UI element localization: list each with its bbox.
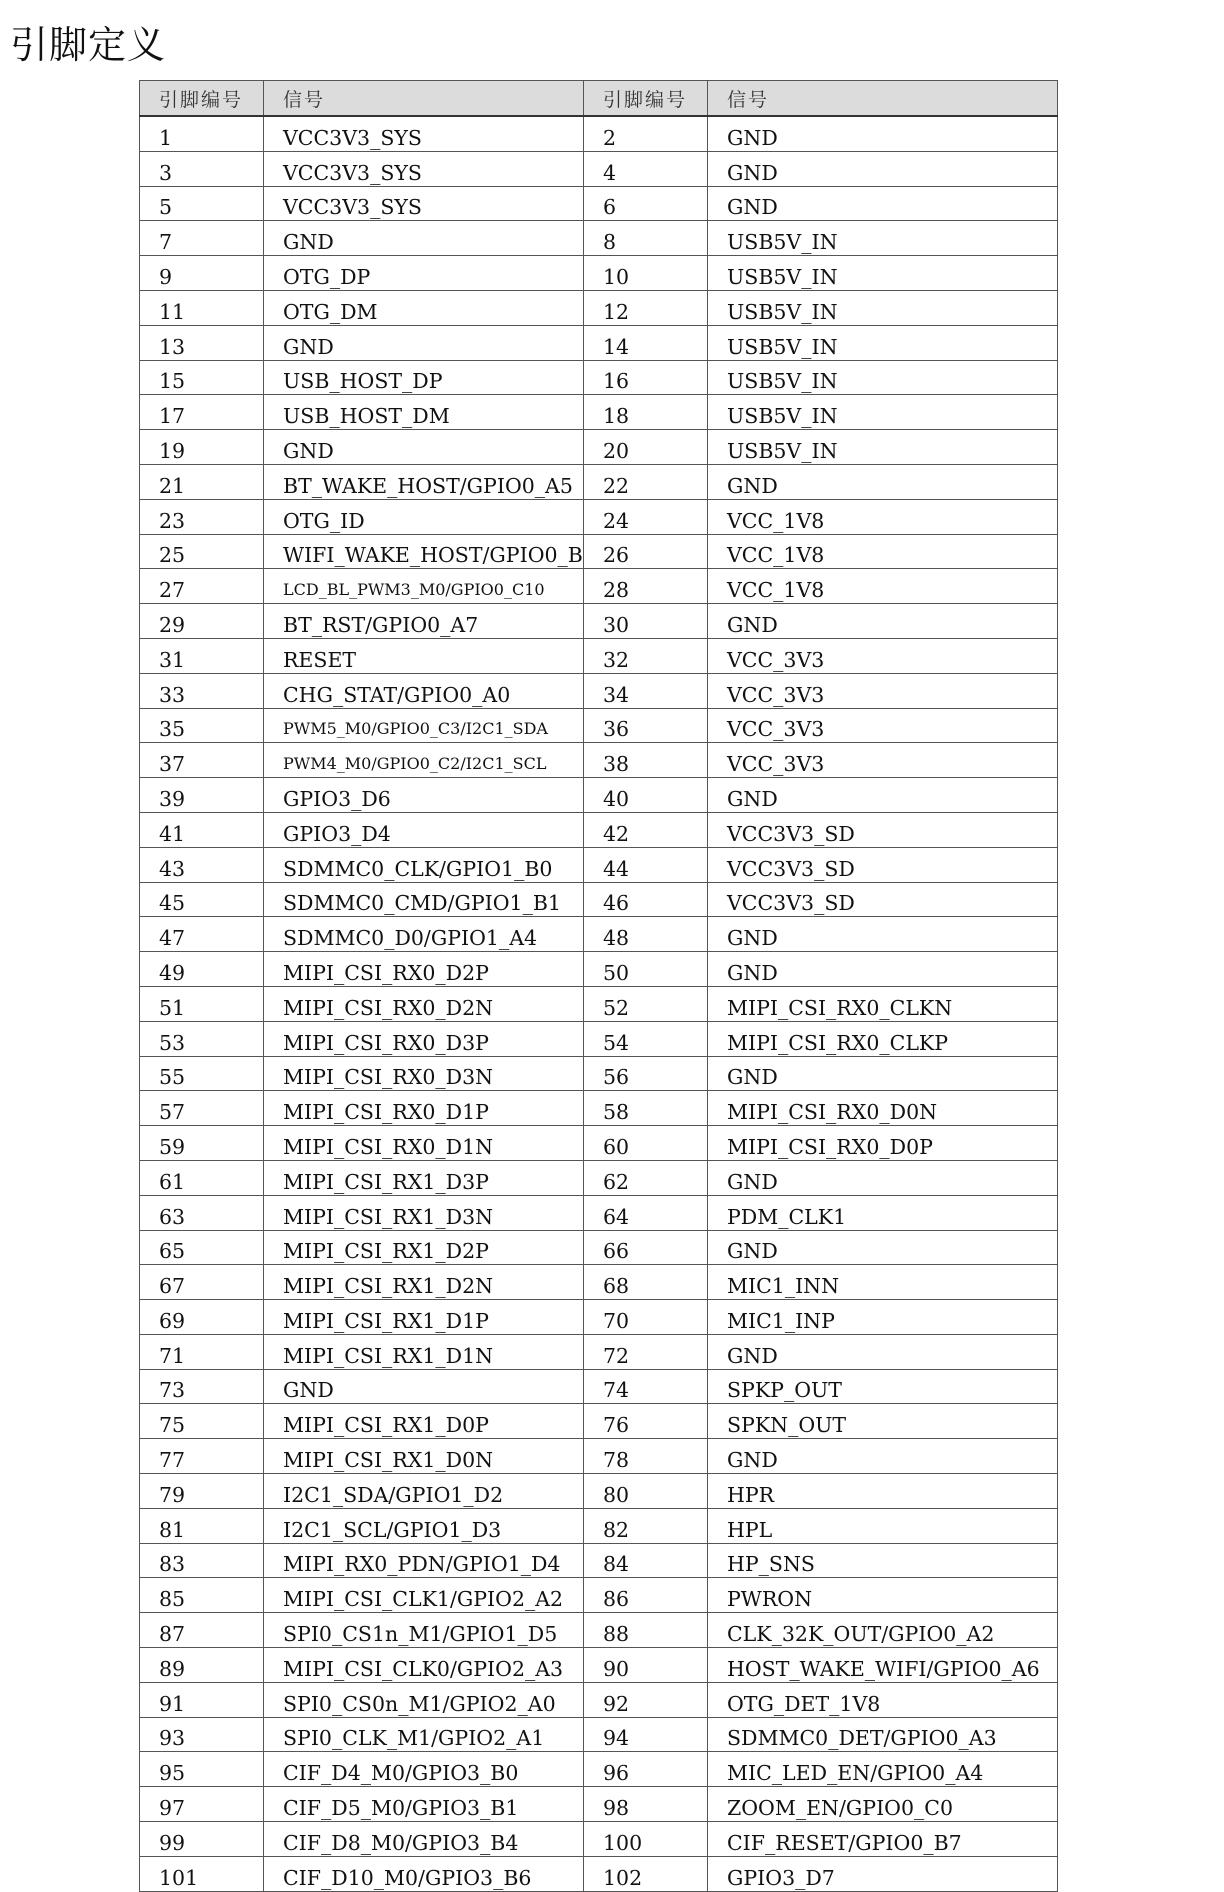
pin-number-cell: 38 [584,743,708,778]
pin-number-cell: 18 [584,395,708,430]
pin-number-cell: 47 [140,917,264,952]
pin-number-cell: 85 [140,1578,264,1613]
signal-cell: USB5V_IN [708,395,1058,430]
signal-cell: HPL [708,1508,1058,1543]
table-row [140,673,1058,708]
pin-number-cell: 8 [584,221,708,256]
table-row [140,1717,1058,1752]
pin-number-cell: 3 [140,151,264,186]
signal-cell: MIPI_CSI_RX0_D2P [264,952,584,987]
table-row [140,430,1058,465]
table-row [140,1648,1058,1683]
signal-cell: CIF_RESET/GPIO0_B7 [708,1822,1058,1857]
signal-cell: VCC_3V3 [708,638,1058,673]
signal-cell: MIPI_CSI_RX1_D0P [264,1404,584,1439]
signal-cell: VCC_1V8 [708,534,1058,569]
signal-cell: ZOOM_EN/GPIO0_C0 [708,1787,1058,1822]
signal-cell: MIPI_CSI_RX0_D3N [264,1056,584,1091]
pin-number-cell: 89 [140,1648,264,1683]
pin-number-cell: 34 [584,673,708,708]
pin-number-cell: 35 [140,708,264,743]
pin-number-cell: 66 [584,1230,708,1265]
signal-cell: I2C1_SCL/GPIO1_D3 [264,1508,584,1543]
pin-number-cell: 65 [140,1230,264,1265]
signal-cell: GND [708,604,1058,639]
signal-cell: MIPI_RX0_PDN/GPIO1_D4 [264,1543,584,1578]
table-row [140,1543,1058,1578]
signal-cell: MIC1_INP [708,1300,1058,1335]
signal-cell: MIPI_CSI_RX0_D1N [264,1126,584,1161]
signal-cell: MIC1_INN [708,1265,1058,1300]
signal-cell: MIPI_CSI_RX1_D0N [264,1439,584,1474]
pin-number-cell: 69 [140,1300,264,1335]
pin-number-cell: 20 [584,430,708,465]
pin-number-cell: 28 [584,569,708,604]
signal-cell: BT_WAKE_HOST/GPIO0_A5 [264,464,584,499]
header-pin-number-left: 引脚编号 [140,81,264,117]
table-row [140,116,1058,151]
pin-number-cell: 98 [584,1787,708,1822]
table-row [140,186,1058,221]
pin-number-cell: 44 [584,847,708,882]
pin-number-cell: 40 [584,778,708,813]
signal-cell: MIPI_CSI_RX0_D1P [264,1091,584,1126]
signal-cell: HOST_WAKE_WIFI/GPIO0_A6 [708,1648,1058,1683]
signal-cell: CHG_STAT/GPIO0_A0 [264,673,584,708]
table-row [140,1822,1058,1857]
signal-cell: SPKN_OUT [708,1404,1058,1439]
table-row [140,221,1058,256]
table-header-row [140,81,1058,117]
pin-number-cell: 31 [140,638,264,673]
table-row [140,1856,1058,1891]
signal-cell: VCC_1V8 [708,499,1058,534]
table-row [140,638,1058,673]
pin-number-cell: 68 [584,1265,708,1300]
signal-cell: SPI0_CS1n_M1/GPIO1_D5 [264,1613,584,1648]
table-row [140,360,1058,395]
signal-cell: I2C1_SDA/GPIO1_D2 [264,1474,584,1509]
pin-number-cell: 100 [584,1822,708,1857]
pin-number-cell: 22 [584,464,708,499]
pin-number-cell: 21 [140,464,264,499]
signal-cell: LCD_BL_PWM3_M0/GPIO0_C10 [264,569,584,604]
signal-cell: MIPI_CSI_RX1_D2N [264,1265,584,1300]
pin-number-cell: 86 [584,1578,708,1613]
signal-cell: GND [264,221,584,256]
pin-number-cell: 71 [140,1334,264,1369]
signal-cell: MIPI_CSI_RX0_D2N [264,986,584,1021]
signal-cell: CIF_D4_M0/GPIO3_B0 [264,1752,584,1787]
pin-number-cell: 58 [584,1091,708,1126]
signal-cell: GND [708,464,1058,499]
signal-cell: PWM5_M0/GPIO0_C3/I2C1_SDA [264,708,584,743]
table-row [140,290,1058,325]
table-row [140,952,1058,987]
pin-number-cell: 74 [584,1369,708,1404]
pin-number-cell: 45 [140,882,264,917]
signal-cell: MIPI_CSI_CLK1/GPIO2_A2 [264,1578,584,1613]
pin-number-cell: 80 [584,1474,708,1509]
signal-cell: VCC_3V3 [708,708,1058,743]
pin-number-cell: 62 [584,1160,708,1195]
pin-number-cell: 24 [584,499,708,534]
pin-number-cell: 23 [140,499,264,534]
pin-number-cell: 99 [140,1822,264,1857]
pin-number-cell: 51 [140,986,264,1021]
signal-cell: RESET [264,638,584,673]
signal-cell: GND [708,952,1058,987]
pin-number-cell: 63 [140,1195,264,1230]
signal-cell: MIPI_CSI_RX0_D0P [708,1126,1058,1161]
table-row [140,1508,1058,1543]
pin-number-cell: 76 [584,1404,708,1439]
signal-cell: GND [708,1160,1058,1195]
table-row [140,1578,1058,1613]
pin-number-cell: 90 [584,1648,708,1683]
pin-number-cell: 102 [584,1856,708,1891]
table-row [140,464,1058,499]
pin-number-cell: 70 [584,1300,708,1335]
table-row [140,882,1058,917]
table-row [140,1091,1058,1126]
pin-number-cell: 79 [140,1474,264,1509]
pin-number-cell: 75 [140,1404,264,1439]
signal-cell: GND [708,1230,1058,1265]
table-row [140,1195,1058,1230]
signal-cell: GPIO3_D6 [264,778,584,813]
pin-number-cell: 50 [584,952,708,987]
signal-cell: HPR [708,1474,1058,1509]
pin-number-cell: 59 [140,1126,264,1161]
signal-cell: VCC3V3_SYS [264,116,584,151]
pin-number-cell: 41 [140,812,264,847]
signal-cell: USB_HOST_DM [264,395,584,430]
table-row [140,151,1058,186]
signal-cell: HP_SNS [708,1543,1058,1578]
signal-cell: USB5V_IN [708,290,1058,325]
signal-cell: GND [708,1334,1058,1369]
table-row [140,1369,1058,1404]
pin-number-cell: 93 [140,1717,264,1752]
table-row [140,778,1058,813]
signal-cell: VCC3V3_SD [708,812,1058,847]
pin-number-cell: 101 [140,1856,264,1891]
signal-cell: GND [708,116,1058,151]
signal-cell: SDMMC0_CMD/GPIO1_B1 [264,882,584,917]
pin-number-cell: 2 [584,116,708,151]
signal-cell: GND [708,186,1058,221]
table-row [140,256,1058,291]
pin-number-cell: 91 [140,1682,264,1717]
signal-cell: USB5V_IN [708,221,1058,256]
signal-cell: MIPI_CSI_RX1_D1N [264,1334,584,1369]
pin-number-cell: 33 [140,673,264,708]
table-row [140,986,1058,1021]
pin-number-cell: 48 [584,917,708,952]
pin-number-cell: 37 [140,743,264,778]
signal-cell: USB5V_IN [708,430,1058,465]
pin-number-cell: 54 [584,1021,708,1056]
signal-cell: SDMMC0_DET/GPIO0_A3 [708,1717,1058,1752]
pin-number-cell: 64 [584,1195,708,1230]
pin-number-cell: 95 [140,1752,264,1787]
signal-cell: GND [708,151,1058,186]
signal-cell: GND [264,430,584,465]
table-row [140,499,1058,534]
pin-number-cell: 16 [584,360,708,395]
pin-table-body [140,116,1058,1891]
pin-number-cell: 82 [584,1508,708,1543]
signal-cell: PWRON [708,1578,1058,1613]
signal-cell: MIPI_CSI_RX0_D3P [264,1021,584,1056]
signal-cell: CIF_D8_M0/GPIO3_B4 [264,1822,584,1857]
pin-number-cell: 14 [584,325,708,360]
signal-cell: CLK_32K_OUT/GPIO0_A2 [708,1613,1058,1648]
pin-number-cell: 29 [140,604,264,639]
table-row [140,1265,1058,1300]
pin-number-cell: 92 [584,1682,708,1717]
pin-number-cell: 55 [140,1056,264,1091]
signal-cell: VCC3V3_SYS [264,186,584,221]
pin-number-cell: 73 [140,1369,264,1404]
signal-cell: VCC3V3_SD [708,882,1058,917]
pin-number-cell: 17 [140,395,264,430]
signal-cell: MIPI_CSI_CLK0/GPIO2_A3 [264,1648,584,1683]
signal-cell: GPIO3_D7 [708,1856,1058,1891]
pin-number-cell: 67 [140,1265,264,1300]
signal-cell: SDMMC0_CLK/GPIO1_B0 [264,847,584,882]
table-row [140,812,1058,847]
signal-cell: OTG_DP [264,256,584,291]
pin-number-cell: 56 [584,1056,708,1091]
pin-number-cell: 46 [584,882,708,917]
pin-number-cell: 83 [140,1543,264,1578]
pin-number-cell: 6 [584,186,708,221]
pin-number-cell: 49 [140,952,264,987]
table-row [140,708,1058,743]
pin-number-cell: 12 [584,290,708,325]
table-row [140,1787,1058,1822]
signal-cell: GND [708,1439,1058,1474]
pin-number-cell: 9 [140,256,264,291]
signal-cell: CIF_D10_M0/GPIO3_B6 [264,1856,584,1891]
pin-number-cell: 4 [584,151,708,186]
signal-cell: SPKP_OUT [708,1369,1058,1404]
table-row [140,1126,1058,1161]
signal-cell: USB5V_IN [708,360,1058,395]
signal-cell: WIFI_WAKE_HOST/GPIO0_B [264,534,584,569]
pin-number-cell: 27 [140,569,264,604]
table-row [140,1300,1058,1335]
pin-number-cell: 11 [140,290,264,325]
signal-cell: GPIO3_D4 [264,812,584,847]
page-title: 引脚定义 [10,23,167,67]
table-row [140,1474,1058,1509]
table-row [140,325,1058,360]
pin-number-cell: 32 [584,638,708,673]
pin-number-cell: 61 [140,1160,264,1195]
pin-number-cell: 1 [140,116,264,151]
signal-cell: GND [708,917,1058,952]
pin-number-cell: 77 [140,1439,264,1474]
pin-number-cell: 94 [584,1717,708,1752]
signal-cell: MIPI_CSI_RX0_D0N [708,1091,1058,1126]
signal-cell: GND [264,325,584,360]
table-row [140,1160,1058,1195]
signal-cell: VCC_1V8 [708,569,1058,604]
signal-cell: OTG_DM [264,290,584,325]
signal-cell: MIPI_CSI_RX0_CLKP [708,1021,1058,1056]
signal-cell: USB5V_IN [708,325,1058,360]
pin-number-cell: 15 [140,360,264,395]
pin-number-cell: 88 [584,1613,708,1648]
signal-cell: CIF_D5_M0/GPIO3_B1 [264,1787,584,1822]
signal-cell: BT_RST/GPIO0_A7 [264,604,584,639]
header-signal-right: 信号 [708,81,1058,117]
pin-number-cell: 39 [140,778,264,813]
table-row [140,1613,1058,1648]
pin-number-cell: 25 [140,534,264,569]
table-row [140,569,1058,604]
table-row [140,1439,1058,1474]
pin-number-cell: 5 [140,186,264,221]
signal-cell: VCC3V3_SD [708,847,1058,882]
table-row [140,1334,1058,1369]
signal-cell: OTG_DET_1V8 [708,1682,1058,1717]
signal-cell: MIC_LED_EN/GPIO0_A4 [708,1752,1058,1787]
signal-cell: MIPI_CSI_RX1_D3N [264,1195,584,1230]
pin-number-cell: 13 [140,325,264,360]
pin-number-cell: 84 [584,1543,708,1578]
signal-cell: PWM4_M0/GPIO0_C2/I2C1_SCL [264,743,584,778]
signal-cell: USB5V_IN [708,256,1058,291]
header-pin-number-right: 引脚编号 [584,81,708,117]
pin-number-cell: 36 [584,708,708,743]
signal-cell: VCC3V3_SYS [264,151,584,186]
table-row [140,534,1058,569]
table-row [140,847,1058,882]
table-row [140,1404,1058,1439]
pin-number-cell: 43 [140,847,264,882]
signal-cell: VCC_3V3 [708,673,1058,708]
signal-cell: GND [708,778,1058,813]
pin-number-cell: 96 [584,1752,708,1787]
table-row [140,1056,1058,1091]
signal-cell: MIPI_CSI_RX0_CLKN [708,986,1058,1021]
pin-number-cell: 52 [584,986,708,1021]
signal-cell: MIPI_CSI_RX1_D2P [264,1230,584,1265]
signal-cell: USB_HOST_DP [264,360,584,395]
pin-number-cell: 26 [584,534,708,569]
pin-number-cell: 30 [584,604,708,639]
table-row [140,395,1058,430]
pin-number-cell: 57 [140,1091,264,1126]
signal-cell: MIPI_CSI_RX1_D1P [264,1300,584,1335]
signal-cell: OTG_ID [264,499,584,534]
pin-number-cell: 87 [140,1613,264,1648]
signal-cell: SDMMC0_D0/GPIO1_A4 [264,917,584,952]
pin-number-cell: 53 [140,1021,264,1056]
table-row [140,1752,1058,1787]
pin-number-cell: 60 [584,1126,708,1161]
pin-number-cell: 81 [140,1508,264,1543]
pin-number-cell: 72 [584,1334,708,1369]
pin-definition-table [139,80,1058,1892]
table-row [140,1021,1058,1056]
signal-cell: SPI0_CS0n_M1/GPIO2_A0 [264,1682,584,1717]
pin-number-cell: 78 [584,1439,708,1474]
table-row [140,604,1058,639]
signal-cell: GND [708,1056,1058,1091]
pin-number-cell: 97 [140,1787,264,1822]
table-row [140,917,1058,952]
signal-cell: GND [264,1369,584,1404]
pin-number-cell: 10 [584,256,708,291]
table-row [140,1230,1058,1265]
signal-cell: SPI0_CLK_M1/GPIO2_A1 [264,1717,584,1752]
table-row [140,743,1058,778]
pin-number-cell: 7 [140,221,264,256]
table-row [140,1682,1058,1717]
header-signal-left: 信号 [264,81,584,117]
signal-cell: VCC_3V3 [708,743,1058,778]
pin-number-cell: 19 [140,430,264,465]
signal-cell: MIPI_CSI_RX1_D3P [264,1160,584,1195]
signal-cell: PDM_CLK1 [708,1195,1058,1230]
pin-number-cell: 42 [584,812,708,847]
